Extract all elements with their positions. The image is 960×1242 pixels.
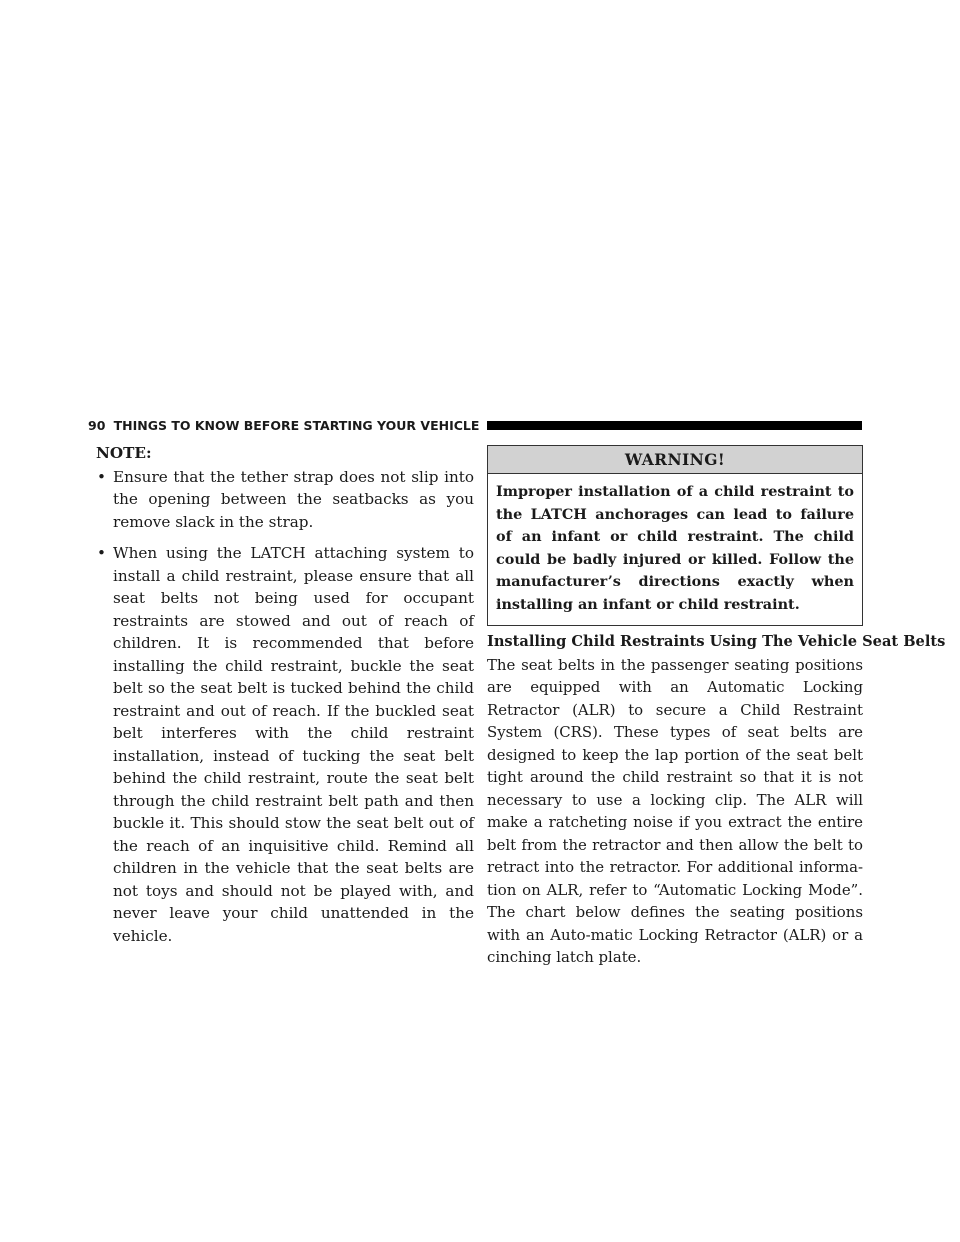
warning-box (487, 445, 863, 626)
subsection-heading: Installing Child Restraints Using The Vehicle Seat Belts (487, 633, 946, 650)
note-bullet-list (96, 466, 474, 948)
page-number: 90 (88, 417, 106, 433)
header-rule (487, 421, 862, 430)
warning-title: WARNING! (488, 446, 862, 474)
bullet-icon: • (97, 467, 106, 486)
bullet-text: When using the LATCH attaching system to install a child restraint, please ensure that all seat belts not being used for occupant restraints are stowed and out of reach of children. It is recommended that before installing the child restraint, buckle the seat belt so the seat belt is tucked behind the child restraint and out of reach. If the buckled seat belt interferes with the child restraint installation, instead of tucking the seat belt behind the child restraint, route the seat belt through the child restraint belt path and then buckle it. This should stow the seat belt out of the reach of an inquisitive child. Remind all children in the vehicle that the seat belts are not toys and should not be played with, and never leave your child unattended in the vehicle. (113, 544, 474, 945)
left-column (96, 442, 474, 956)
section-title: THINGS TO KNOW BEFORE STARTING YOUR VEHICLE (113, 417, 480, 433)
bullet-text: Ensure that the tether strap does not slip into the opening between the seatbacks as you remove slack in the strap. (113, 467, 474, 531)
right-column (487, 445, 946, 969)
body-paragraph: The seat belts in the passenger seating positions are equipped with an Automatic Locking Retractor (ALR) to secure a Child Restraint System (CRS). These types of seat belts are designed to keep the lap portion of the seat belt tight around the child restraint so that it is not necessary to use a locking clip. The ALR will make a ratcheting noise if you extract the entire belt from the retractor and then allow the belt to retract into the retractor. For additional informa-tion on ALR, refer to “Automatic Locking Mode”. The chart below defines the seating positions with an Auto-matic Locking Retractor (ALR) or a cinching latch plate. (487, 655, 863, 966)
note-bullet-latch (96, 542, 474, 947)
warning-body: Improper installation of a child restraint to the LATCH anchorages can lead to failure of an infant or child restraint. The child could be badly injured or killed. Follow the manufacturer’s directions exactly when installing an infant or child restraint. (496, 483, 854, 613)
page-header (88, 418, 862, 432)
note-bullet-tether (96, 466, 474, 534)
bullet-icon: • (97, 544, 106, 562)
note-label: NOTE: (96, 444, 152, 462)
